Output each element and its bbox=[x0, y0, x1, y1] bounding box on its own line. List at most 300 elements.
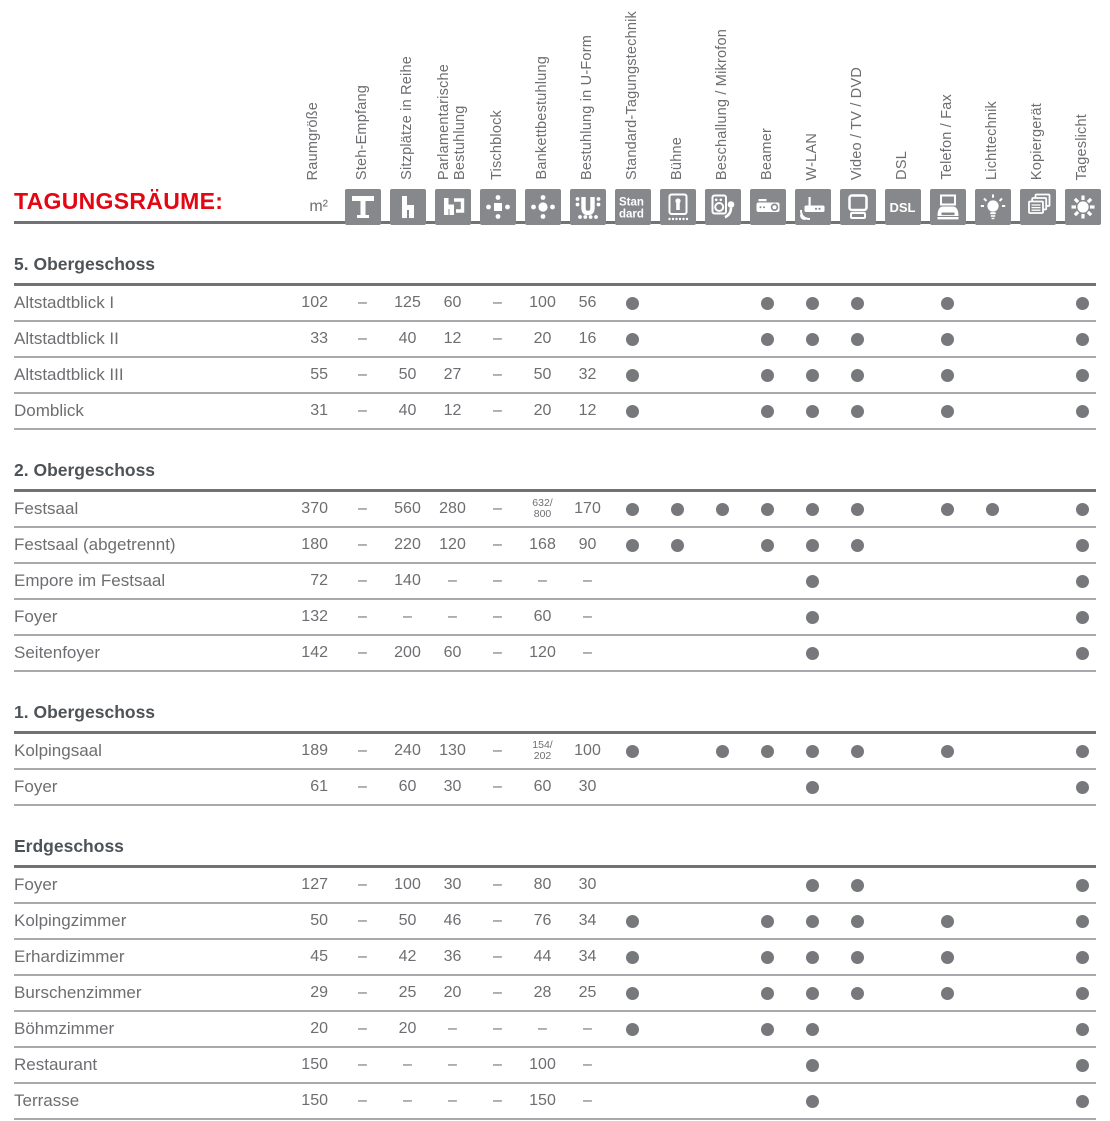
cell-tageslicht bbox=[1060, 781, 1105, 794]
cell-tischblock: – bbox=[493, 984, 502, 1001]
table-row bbox=[14, 358, 1096, 394]
column-label: Bankettbestuhlung bbox=[534, 56, 551, 180]
room-name: Festsaal (abgetrennt) bbox=[14, 535, 176, 554]
column-label: Beamer bbox=[759, 128, 776, 180]
cell-beamer bbox=[745, 745, 790, 758]
table-row bbox=[14, 528, 1096, 564]
cell-steh_empfang: – bbox=[358, 572, 367, 589]
cell-tageslicht bbox=[1060, 879, 1105, 892]
feature-dot bbox=[986, 503, 999, 516]
feature-dot bbox=[941, 745, 954, 758]
copier-icon bbox=[1020, 189, 1056, 225]
cell-video_tv_dvd bbox=[835, 405, 880, 418]
cell-steh_empfang: – bbox=[358, 330, 367, 347]
column-header-dsl bbox=[880, 0, 925, 231]
cell-standard_tagungstechnik bbox=[610, 333, 655, 346]
cell-tischblock: – bbox=[493, 536, 502, 553]
cell-parlamentarische_bestuhlung: 60 bbox=[443, 294, 462, 311]
standing-table-icon bbox=[345, 189, 381, 225]
speaker-microphone-icon bbox=[705, 189, 741, 225]
cell-sitzplaetze_reihe: 220 bbox=[394, 536, 421, 553]
stacked-value: 154/ 202 bbox=[532, 738, 553, 762]
feature-dot bbox=[626, 297, 639, 310]
cell-beamer bbox=[745, 503, 790, 516]
cell-steh_empfang: – bbox=[358, 644, 367, 661]
svg-text:DSL: DSL bbox=[889, 200, 915, 215]
room-name: Foyer bbox=[14, 607, 58, 626]
cell-bankettbestuhlung: 60 bbox=[533, 778, 552, 795]
feature-dot bbox=[626, 987, 639, 1000]
cell-buehne bbox=[655, 503, 700, 516]
feature-dot bbox=[851, 369, 864, 382]
cell-wlan bbox=[790, 879, 835, 892]
fax-icon bbox=[930, 189, 966, 225]
cell-tischblock: – bbox=[493, 402, 502, 419]
feature-dot bbox=[761, 539, 774, 552]
wifi-router-icon bbox=[795, 189, 831, 225]
feature-dot bbox=[761, 915, 774, 928]
cell-wlan bbox=[790, 951, 835, 964]
cell-parlamentarische_bestuhlung: 12 bbox=[443, 402, 462, 419]
feature-dot bbox=[626, 503, 639, 516]
cell-bestuhlung_u_form: 56 bbox=[578, 294, 597, 311]
feature-dot bbox=[851, 333, 864, 346]
stage-icon bbox=[660, 189, 696, 225]
feature-dot bbox=[1076, 297, 1089, 310]
cell-tischblock: – bbox=[493, 912, 502, 929]
feature-dot bbox=[941, 503, 954, 516]
cell-sitzplaetze_reihe: 40 bbox=[398, 330, 417, 347]
cell-video_tv_dvd bbox=[835, 745, 880, 758]
cell-video_tv_dvd bbox=[835, 915, 880, 928]
cell-bestuhlung_u_form: 34 bbox=[578, 912, 597, 929]
room-name: Altstadtblick II bbox=[14, 329, 119, 348]
column-label: Beschallung / Mikrofon bbox=[714, 28, 731, 180]
cell-beamer bbox=[745, 951, 790, 964]
room-name: Restaurant bbox=[14, 1055, 98, 1074]
cell-tageslicht bbox=[1060, 1059, 1105, 1072]
cell-steh_empfang: – bbox=[358, 984, 367, 1001]
cell-tageslicht bbox=[1060, 915, 1105, 928]
feature-dot bbox=[851, 297, 864, 310]
feature-dot bbox=[941, 951, 954, 964]
cell-sitzplaetze_reihe: 140 bbox=[394, 572, 421, 589]
column-label: Standard-Tagungstechnik bbox=[624, 10, 641, 180]
page-title: TAGUNGSRÄUME: bbox=[14, 188, 224, 214]
cell-steh_empfang: – bbox=[358, 778, 367, 795]
feature-dot bbox=[851, 745, 864, 758]
room-name: Domblick bbox=[14, 401, 84, 420]
cell-telefon_fax bbox=[925, 503, 970, 516]
feature-dot bbox=[626, 369, 639, 382]
feature-dot bbox=[761, 297, 774, 310]
cell-standard_tagungstechnik bbox=[610, 951, 655, 964]
cell-bankettbestuhlung: 44 bbox=[533, 948, 552, 965]
cell-bestuhlung_u_form: 34 bbox=[578, 948, 597, 965]
cell-bestuhlung_u_form: 170 bbox=[574, 500, 601, 517]
cell-beamer bbox=[745, 297, 790, 310]
cell-beschallung_mikrofon bbox=[700, 503, 745, 516]
cell-parlamentarische_bestuhlung: 130 bbox=[439, 742, 466, 759]
table-row bbox=[14, 734, 1096, 770]
cell-tischblock: – bbox=[493, 366, 502, 383]
table-row bbox=[14, 940, 1096, 976]
room-name: Altstadtblick I bbox=[14, 293, 115, 312]
parliament-seating-icon bbox=[435, 189, 471, 225]
cell-video_tv_dvd bbox=[835, 503, 880, 516]
dsl-badge-icon bbox=[885, 189, 921, 225]
cell-bestuhlung_u_form: – bbox=[583, 1056, 592, 1073]
column-label: Parlamentarische Bestuhlung bbox=[436, 63, 469, 180]
room-name: Terrasse bbox=[14, 1091, 80, 1110]
room-name: Foyer bbox=[14, 777, 58, 796]
cell-steh_empfang: – bbox=[358, 1056, 367, 1073]
cell-steh_empfang: – bbox=[358, 294, 367, 311]
feature-dot bbox=[806, 1023, 819, 1036]
cell-tischblock: – bbox=[493, 1056, 502, 1073]
cell-raumgroesse: 102 bbox=[301, 294, 328, 311]
feature-dot bbox=[761, 369, 774, 382]
cell-parlamentarische_bestuhlung: 12 bbox=[443, 330, 462, 347]
cell-sitzplaetze_reihe: – bbox=[403, 608, 412, 625]
column-header-buehne bbox=[655, 0, 700, 231]
column-label: Kopiergerät bbox=[1029, 102, 1046, 180]
feature-dot bbox=[626, 539, 639, 552]
feature-dot bbox=[1076, 503, 1089, 516]
table-row bbox=[14, 904, 1096, 940]
cell-bestuhlung_u_form: 30 bbox=[578, 876, 597, 893]
cell-tischblock: – bbox=[493, 608, 502, 625]
cell-lichttechnik bbox=[970, 503, 1015, 516]
table-row bbox=[14, 636, 1096, 672]
cell-raumgroesse: 55 bbox=[310, 366, 328, 383]
cell-bestuhlung_u_form: – bbox=[583, 608, 592, 625]
cell-raumgroesse: 72 bbox=[310, 572, 328, 589]
room-name: Altstadtblick III bbox=[14, 365, 124, 384]
table-row bbox=[14, 1012, 1096, 1048]
cell-video_tv_dvd bbox=[835, 539, 880, 552]
cell-bestuhlung_u_form: 32 bbox=[578, 366, 597, 383]
feature-dot bbox=[806, 405, 819, 418]
cell-wlan bbox=[790, 745, 835, 758]
cell-bankettbestuhlung: 100 bbox=[529, 1056, 556, 1073]
cell-bestuhlung_u_form: – bbox=[583, 1092, 592, 1109]
cell-bestuhlung_u_form: 30 bbox=[578, 778, 597, 795]
cell-bankettbestuhlung: 168 bbox=[529, 536, 556, 553]
section-erdgeschoss bbox=[14, 832, 1096, 1120]
cell-video_tv_dvd bbox=[835, 879, 880, 892]
cell-wlan bbox=[790, 1095, 835, 1108]
table-header bbox=[14, 0, 1096, 224]
cell-video_tv_dvd bbox=[835, 369, 880, 382]
cell-tageslicht bbox=[1060, 951, 1105, 964]
cell-tischblock: – bbox=[493, 500, 502, 517]
feature-dot bbox=[1076, 539, 1089, 552]
table-row bbox=[14, 600, 1096, 636]
cell-tageslicht bbox=[1060, 745, 1105, 758]
cell-sitzplaetze_reihe: 125 bbox=[394, 294, 421, 311]
cell-parlamentarische_bestuhlung: 120 bbox=[439, 536, 466, 553]
cell-steh_empfang: – bbox=[358, 948, 367, 965]
cell-raumgroesse: 189 bbox=[301, 742, 328, 759]
feature-dot bbox=[671, 503, 684, 516]
feature-dot bbox=[851, 503, 864, 516]
feature-dot bbox=[806, 915, 819, 928]
cell-sitzplaetze_reihe: 60 bbox=[398, 778, 417, 795]
cell-sitzplaetze_reihe: 42 bbox=[398, 948, 417, 965]
column-header-tischblock bbox=[475, 0, 520, 231]
column-label: Raumgröße bbox=[304, 101, 321, 180]
feature-dot bbox=[806, 987, 819, 1000]
cell-tischblock: – bbox=[493, 644, 502, 661]
feature-dot bbox=[851, 915, 864, 928]
table-row bbox=[14, 976, 1096, 1012]
feature-dot bbox=[626, 915, 639, 928]
u-form-seating-icon bbox=[570, 189, 606, 225]
feature-dot bbox=[1076, 951, 1089, 964]
cell-telefon_fax bbox=[925, 915, 970, 928]
row-seating-icon bbox=[390, 189, 426, 225]
cell-wlan bbox=[790, 369, 835, 382]
cell-tischblock: – bbox=[493, 1092, 502, 1109]
table-row bbox=[14, 286, 1096, 322]
column-label: Tischblock bbox=[489, 110, 506, 180]
cell-parlamentarische_bestuhlung: 46 bbox=[443, 912, 462, 929]
cell-sitzplaetze_reihe: – bbox=[403, 1092, 412, 1109]
feature-dot bbox=[626, 405, 639, 418]
column-header-video_tv_dvd bbox=[835, 0, 880, 231]
feature-dot bbox=[1076, 745, 1089, 758]
cell-tischblock: – bbox=[493, 294, 502, 311]
feature-dot bbox=[806, 1095, 819, 1108]
column-header-kopiergeraet bbox=[1015, 0, 1060, 231]
cell-raumgroesse: 45 bbox=[310, 948, 328, 965]
cell-steh_empfang: – bbox=[358, 500, 367, 517]
cell-buehne bbox=[655, 539, 700, 552]
room-name: Seitenfoyer bbox=[14, 643, 100, 662]
cell-standard_tagungstechnik bbox=[610, 297, 655, 310]
feature-dot bbox=[716, 503, 729, 516]
cell-video_tv_dvd bbox=[835, 297, 880, 310]
room-name: Empore im Festsaal bbox=[14, 571, 166, 590]
column-header-parlamentarische_bestuhlung bbox=[430, 0, 475, 231]
feature-dot bbox=[671, 539, 684, 552]
feature-dot bbox=[851, 539, 864, 552]
cell-wlan bbox=[790, 539, 835, 552]
cell-parlamentarische_bestuhlung: – bbox=[448, 572, 457, 589]
projector-icon bbox=[750, 189, 786, 225]
cell-bankettbestuhlung: 100 bbox=[529, 294, 556, 311]
cell-beamer bbox=[745, 915, 790, 928]
cell-parlamentarische_bestuhlung: 36 bbox=[443, 948, 462, 965]
column-header-bestuhlung_u_form bbox=[565, 0, 610, 231]
stacked-value: 632/ 800 bbox=[532, 496, 553, 520]
feature-dot bbox=[626, 951, 639, 964]
cell-parlamentarische_bestuhlung: – bbox=[448, 1092, 457, 1109]
column-header-wlan bbox=[790, 0, 835, 231]
cell-standard_tagungstechnik bbox=[610, 987, 655, 1000]
cell-standard_tagungstechnik bbox=[610, 1023, 655, 1036]
column-header-tageslicht bbox=[1060, 0, 1105, 231]
banquet-seating-icon bbox=[525, 189, 561, 225]
feature-dot bbox=[941, 333, 954, 346]
cell-bestuhlung_u_form: 90 bbox=[578, 536, 597, 553]
feature-dot bbox=[806, 879, 819, 892]
column-header-steh_empfang bbox=[340, 0, 385, 231]
feature-dot bbox=[941, 405, 954, 418]
cell-parlamentarische_bestuhlung: – bbox=[448, 1020, 457, 1037]
feature-dot bbox=[806, 745, 819, 758]
cell-tischblock: – bbox=[493, 742, 502, 759]
cell-tageslicht bbox=[1060, 405, 1105, 418]
feature-dot bbox=[941, 369, 954, 382]
cell-tischblock: – bbox=[493, 572, 502, 589]
column-label: Telefon / Fax bbox=[939, 94, 956, 180]
feature-dot bbox=[851, 879, 864, 892]
cell-raumgroesse: 29 bbox=[310, 984, 328, 1001]
feature-dot bbox=[1076, 879, 1089, 892]
cell-telefon_fax bbox=[925, 987, 970, 1000]
title-cell bbox=[14, 0, 286, 231]
cell-tageslicht bbox=[1060, 987, 1105, 1000]
cell-bankettbestuhlung: – bbox=[538, 1020, 547, 1037]
column-label: Lichttechnik bbox=[984, 101, 1001, 180]
cell-raumgroesse: 61 bbox=[310, 778, 328, 795]
cell-beamer bbox=[745, 987, 790, 1000]
cell-bankettbestuhlung: 76 bbox=[533, 912, 552, 929]
cell-bestuhlung_u_form: – bbox=[583, 1020, 592, 1037]
column-label: Tageslicht bbox=[1074, 113, 1091, 180]
table-row bbox=[14, 564, 1096, 600]
cell-parlamentarische_bestuhlung: – bbox=[448, 608, 457, 625]
table-row bbox=[14, 322, 1096, 358]
table-block-icon bbox=[480, 189, 516, 225]
cell-telefon_fax bbox=[925, 745, 970, 758]
cell-sitzplaetze_reihe: 40 bbox=[398, 402, 417, 419]
table-row bbox=[14, 868, 1096, 904]
cell-steh_empfang: – bbox=[358, 1020, 367, 1037]
cell-wlan bbox=[790, 647, 835, 660]
cell-steh_empfang: – bbox=[358, 876, 367, 893]
section-1-obergeschoss bbox=[14, 698, 1096, 806]
cell-tageslicht bbox=[1060, 647, 1105, 660]
cell-tischblock: – bbox=[493, 948, 502, 965]
cell-video_tv_dvd bbox=[835, 951, 880, 964]
cell-tischblock: – bbox=[493, 330, 502, 347]
feature-dot bbox=[806, 539, 819, 552]
section-title: Erdgeschoss bbox=[14, 832, 1096, 868]
feature-dot bbox=[1076, 987, 1089, 1000]
feature-dot bbox=[851, 951, 864, 964]
cell-tischblock: – bbox=[493, 778, 502, 795]
cell-sitzplaetze_reihe: 25 bbox=[398, 984, 417, 1001]
cell-telefon_fax bbox=[925, 405, 970, 418]
room-name: Burschenzimmer bbox=[14, 983, 142, 1002]
cell-parlamentarische_bestuhlung: 30 bbox=[443, 778, 462, 795]
cell-bankettbestuhlung: 120 bbox=[529, 644, 556, 661]
column-header-lichttechnik bbox=[970, 0, 1015, 231]
column-label: DSL bbox=[894, 151, 911, 180]
cell-raumgroesse: 180 bbox=[301, 536, 328, 553]
feature-dot bbox=[806, 297, 819, 310]
feature-dot bbox=[761, 745, 774, 758]
cell-tageslicht bbox=[1060, 575, 1105, 588]
cell-sitzplaetze_reihe: 560 bbox=[394, 500, 421, 517]
cell-bankettbestuhlung bbox=[520, 740, 565, 762]
cell-telefon_fax bbox=[925, 369, 970, 382]
cell-bankettbestuhlung: – bbox=[538, 572, 547, 589]
cell-video_tv_dvd bbox=[835, 333, 880, 346]
cell-bankettbestuhlung: 28 bbox=[533, 984, 552, 1001]
feature-dot bbox=[806, 611, 819, 624]
feature-dot bbox=[806, 575, 819, 588]
cell-tageslicht bbox=[1060, 369, 1105, 382]
cell-standard_tagungstechnik bbox=[610, 745, 655, 758]
feature-dot bbox=[1076, 575, 1089, 588]
feature-dot bbox=[716, 745, 729, 758]
feature-dot bbox=[1076, 611, 1089, 624]
cell-standard_tagungstechnik bbox=[610, 915, 655, 928]
section-5-obergeschoss bbox=[14, 250, 1096, 430]
cell-raumgroesse: 50 bbox=[310, 912, 328, 929]
cell-standard_tagungstechnik bbox=[610, 405, 655, 418]
cell-telefon_fax bbox=[925, 297, 970, 310]
cell-bestuhlung_u_form: 25 bbox=[578, 984, 597, 1001]
cell-sitzplaetze_reihe: – bbox=[403, 1056, 412, 1073]
cell-tischblock: – bbox=[493, 1020, 502, 1037]
feature-dot bbox=[806, 951, 819, 964]
table-row bbox=[14, 1084, 1096, 1120]
room-name: Foyer bbox=[14, 875, 58, 894]
feature-dot bbox=[851, 405, 864, 418]
feature-dot bbox=[761, 951, 774, 964]
table-row bbox=[14, 1048, 1096, 1084]
cell-tageslicht bbox=[1060, 611, 1105, 624]
cell-bestuhlung_u_form: 100 bbox=[574, 742, 601, 759]
column-header-sitzplaetze_reihe bbox=[385, 0, 430, 231]
cell-steh_empfang: – bbox=[358, 536, 367, 553]
column-header-raumgroesse bbox=[286, 0, 340, 231]
cell-steh_empfang: – bbox=[358, 366, 367, 383]
cell-sitzplaetze_reihe: 200 bbox=[394, 644, 421, 661]
cell-beamer bbox=[745, 1023, 790, 1036]
cell-wlan bbox=[790, 575, 835, 588]
room-name: Kolpingzimmer bbox=[14, 911, 127, 930]
table-row bbox=[14, 394, 1096, 430]
cell-raumgroesse: 33 bbox=[310, 330, 328, 347]
cell-steh_empfang: – bbox=[358, 608, 367, 625]
table-body bbox=[14, 250, 1096, 1120]
cell-tageslicht bbox=[1060, 297, 1105, 310]
standard-badge-icon bbox=[615, 189, 651, 225]
feature-dot bbox=[1076, 405, 1089, 418]
cell-wlan bbox=[790, 1023, 835, 1036]
cell-wlan bbox=[790, 503, 835, 516]
cell-bankettbestuhlung: 60 bbox=[533, 608, 552, 625]
cell-parlamentarische_bestuhlung: 20 bbox=[443, 984, 462, 1001]
feature-dot bbox=[761, 405, 774, 418]
feature-dot bbox=[761, 1023, 774, 1036]
cell-bankettbestuhlung: 150 bbox=[529, 1092, 556, 1109]
cell-bestuhlung_u_form: – bbox=[583, 572, 592, 589]
feature-dot bbox=[851, 987, 864, 1000]
cell-bankettbestuhlung: 80 bbox=[533, 876, 552, 893]
cell-bestuhlung_u_form: 12 bbox=[578, 402, 597, 419]
column-header-bankettbestuhlung bbox=[520, 0, 565, 231]
table-row bbox=[14, 492, 1096, 528]
cell-tageslicht bbox=[1060, 539, 1105, 552]
room-name: Festsaal bbox=[14, 499, 79, 518]
